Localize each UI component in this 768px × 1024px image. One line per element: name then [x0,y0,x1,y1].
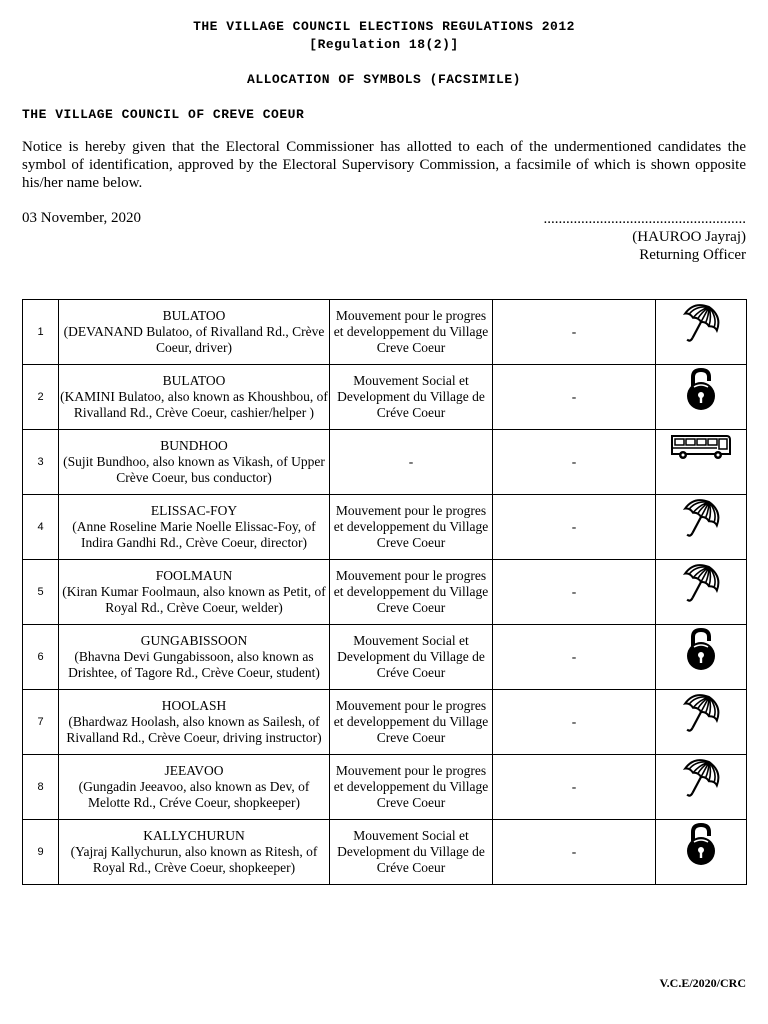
candidate-row [23,300,747,365]
candidate-row [23,625,747,690]
candidate-symbol [656,625,747,690]
document-reference: V.C.E/2020/CRC [659,976,746,990]
candidate-details: (Anne Roseline Marie Noelle Elissac-Foy, of Indira Gandhi Rd., Crève Coeur, director) [72,519,316,550]
council-name: THE VILLAGE COUNCIL OF CREVE COEUR [22,107,305,122]
candidate-name-cell [59,430,330,495]
candidate-number: 6 [23,625,59,690]
candidate-name-cell [59,365,330,430]
candidate-number: 4 [23,495,59,560]
umbrella-icon [656,562,746,608]
candidate-row [23,560,747,625]
candidate-row [23,365,747,430]
candidate-symbol [656,430,747,495]
candidate-number: 9 [23,820,59,885]
candidate-party: Mouvement Social et Development du Village de Créve Coeur [330,365,493,430]
candidate-other: - [493,430,656,495]
candidate-name-cell [59,560,330,625]
candidate-other: - [493,495,656,560]
umbrella-icon [656,302,746,348]
candidate-party: Mouvement Social et Development du Village de Créve Coeur [330,820,493,885]
candidate-other: - [493,625,656,690]
candidate-symbol [656,495,747,560]
regulation-reference: [Regulation 18(2)] [309,37,459,52]
candidate-name-cell [59,625,330,690]
candidate-number: 2 [23,365,59,430]
candidate-other: - [493,755,656,820]
document-subtitle: ALLOCATION OF SYMBOLS (FACSIMILE) [247,72,521,87]
candidate-surname: KALLYCHURUN [143,828,245,843]
notice-paragraph: Notice is hereby given that the Electoral Commissioner has allotted to each of the undermentioned candidates the symbol of identification, approved by the Electoral Supervisory Commission, a facsimile of which is shown opposite his/her name below. [22,139,746,191]
candidate-symbol [656,560,747,625]
candidate-surname: FOOLMAUN [155,568,233,583]
candidate-other: - [493,820,656,885]
candidate-other: - [493,300,656,365]
candidate-details: (Gungadin Jeeavoo, also known as Dev, of Melotte Rd., Créve Coeur, shopkeeper) [78,779,310,810]
candidate-name-cell [59,300,330,365]
padlock-icon [656,627,746,673]
candidate-other: - [493,365,656,430]
candidate-other: - [493,560,656,625]
candidate-surname: BULATOO [162,373,226,388]
candidate-name-cell [59,690,330,755]
candidate-number: 7 [23,690,59,755]
candidate-symbol [656,300,747,365]
candidate-surname: ELISSAC-FOY [150,503,238,518]
candidate-symbol [656,755,747,820]
officer-title: Returning Officer [639,247,746,263]
candidate-details: (Bhavna Devi Gungabissoon, also known as Drishtee, of Tagore Rd., Crève Coeur, student) [68,649,320,680]
padlock-icon [656,367,746,413]
padlock-icon [656,822,746,868]
candidate-number: 8 [23,755,59,820]
candidate-details: (Kiran Kumar Foolmaun, also known as Petit, of Royal Rd., Crève Coeur, welder) [62,584,326,615]
candidate-details: (DEVANAND Bulatoo, of Rivalland Rd., Crève Coeur, driver) [63,324,325,355]
candidate-symbol [656,365,747,430]
candidate-party: Mouvement Social et Development du Village de Créve Coeur [330,625,493,690]
candidate-details: (Bhardwaz Hoolash, also known as Sailesh, of Rivalland Rd., Crève Coeur, driving instructor) [66,714,322,745]
umbrella-icon [656,757,746,803]
candidate-row [23,430,747,495]
candidate-surname: BULATOO [162,308,226,323]
signature-block [544,210,747,264]
candidate-party: Mouvement pour le progres et developpement du Village Creve Coeur [330,755,493,820]
document-title: THE VILLAGE COUNCIL ELECTIONS REGULATIONS 2012 [193,19,575,34]
candidate-party: Mouvement pour le progres et developpement du Village Creve Coeur [330,495,493,560]
candidate-party: Mouvement pour le progres et developpement du Village Creve Coeur [330,690,493,755]
candidate-details: (Sujit Bundhoo, also known as Vikash, of Upper Crève Coeur, bus conductor) [63,454,325,485]
notice-date: 03 November, 2020 [22,210,141,226]
candidate-details: (KAMINI Bulatoo, also known as Khoushbou, of Rivalland Rd., Crève Coeur, cashier/helper ) [60,389,328,420]
candidate-details: (Yajraj Kallychurun, also known as Ritesh, of Royal Rd., Crève Coeur, shopkeeper) [70,844,318,875]
candidate-surname: JEEAVOO [164,763,224,778]
candidate-surname: GUNGABISSOON [140,633,248,648]
candidate-row [23,755,747,820]
officer-name: (HAUROO Jayraj) [632,229,746,245]
candidate-symbol [656,820,747,885]
candidate-party: - [330,430,493,495]
bus-icon [656,432,746,462]
candidate-surname: BUNDHOO [160,438,228,453]
candidate-row [23,690,747,755]
candidate-surname: HOOLASH [161,698,227,713]
candidate-party: Mouvement pour le progres et developpement du Village Creve Coeur [330,560,493,625]
candidate-name-cell [59,755,330,820]
candidate-number: 3 [23,430,59,495]
candidate-party: Mouvement pour le progres et developpement du Village Creve Coeur [330,300,493,365]
umbrella-icon [656,497,746,543]
candidate-name-cell [59,495,330,560]
candidate-number: 1 [23,300,59,365]
candidate-row [23,495,747,560]
candidate-symbol [656,690,747,755]
candidates-table [22,299,747,885]
candidate-number: 5 [23,560,59,625]
candidate-name-cell [59,820,330,885]
candidate-row [23,820,747,885]
umbrella-icon [656,692,746,738]
candidate-other: - [493,690,656,755]
signature-line: ...................................................... [543,211,746,227]
